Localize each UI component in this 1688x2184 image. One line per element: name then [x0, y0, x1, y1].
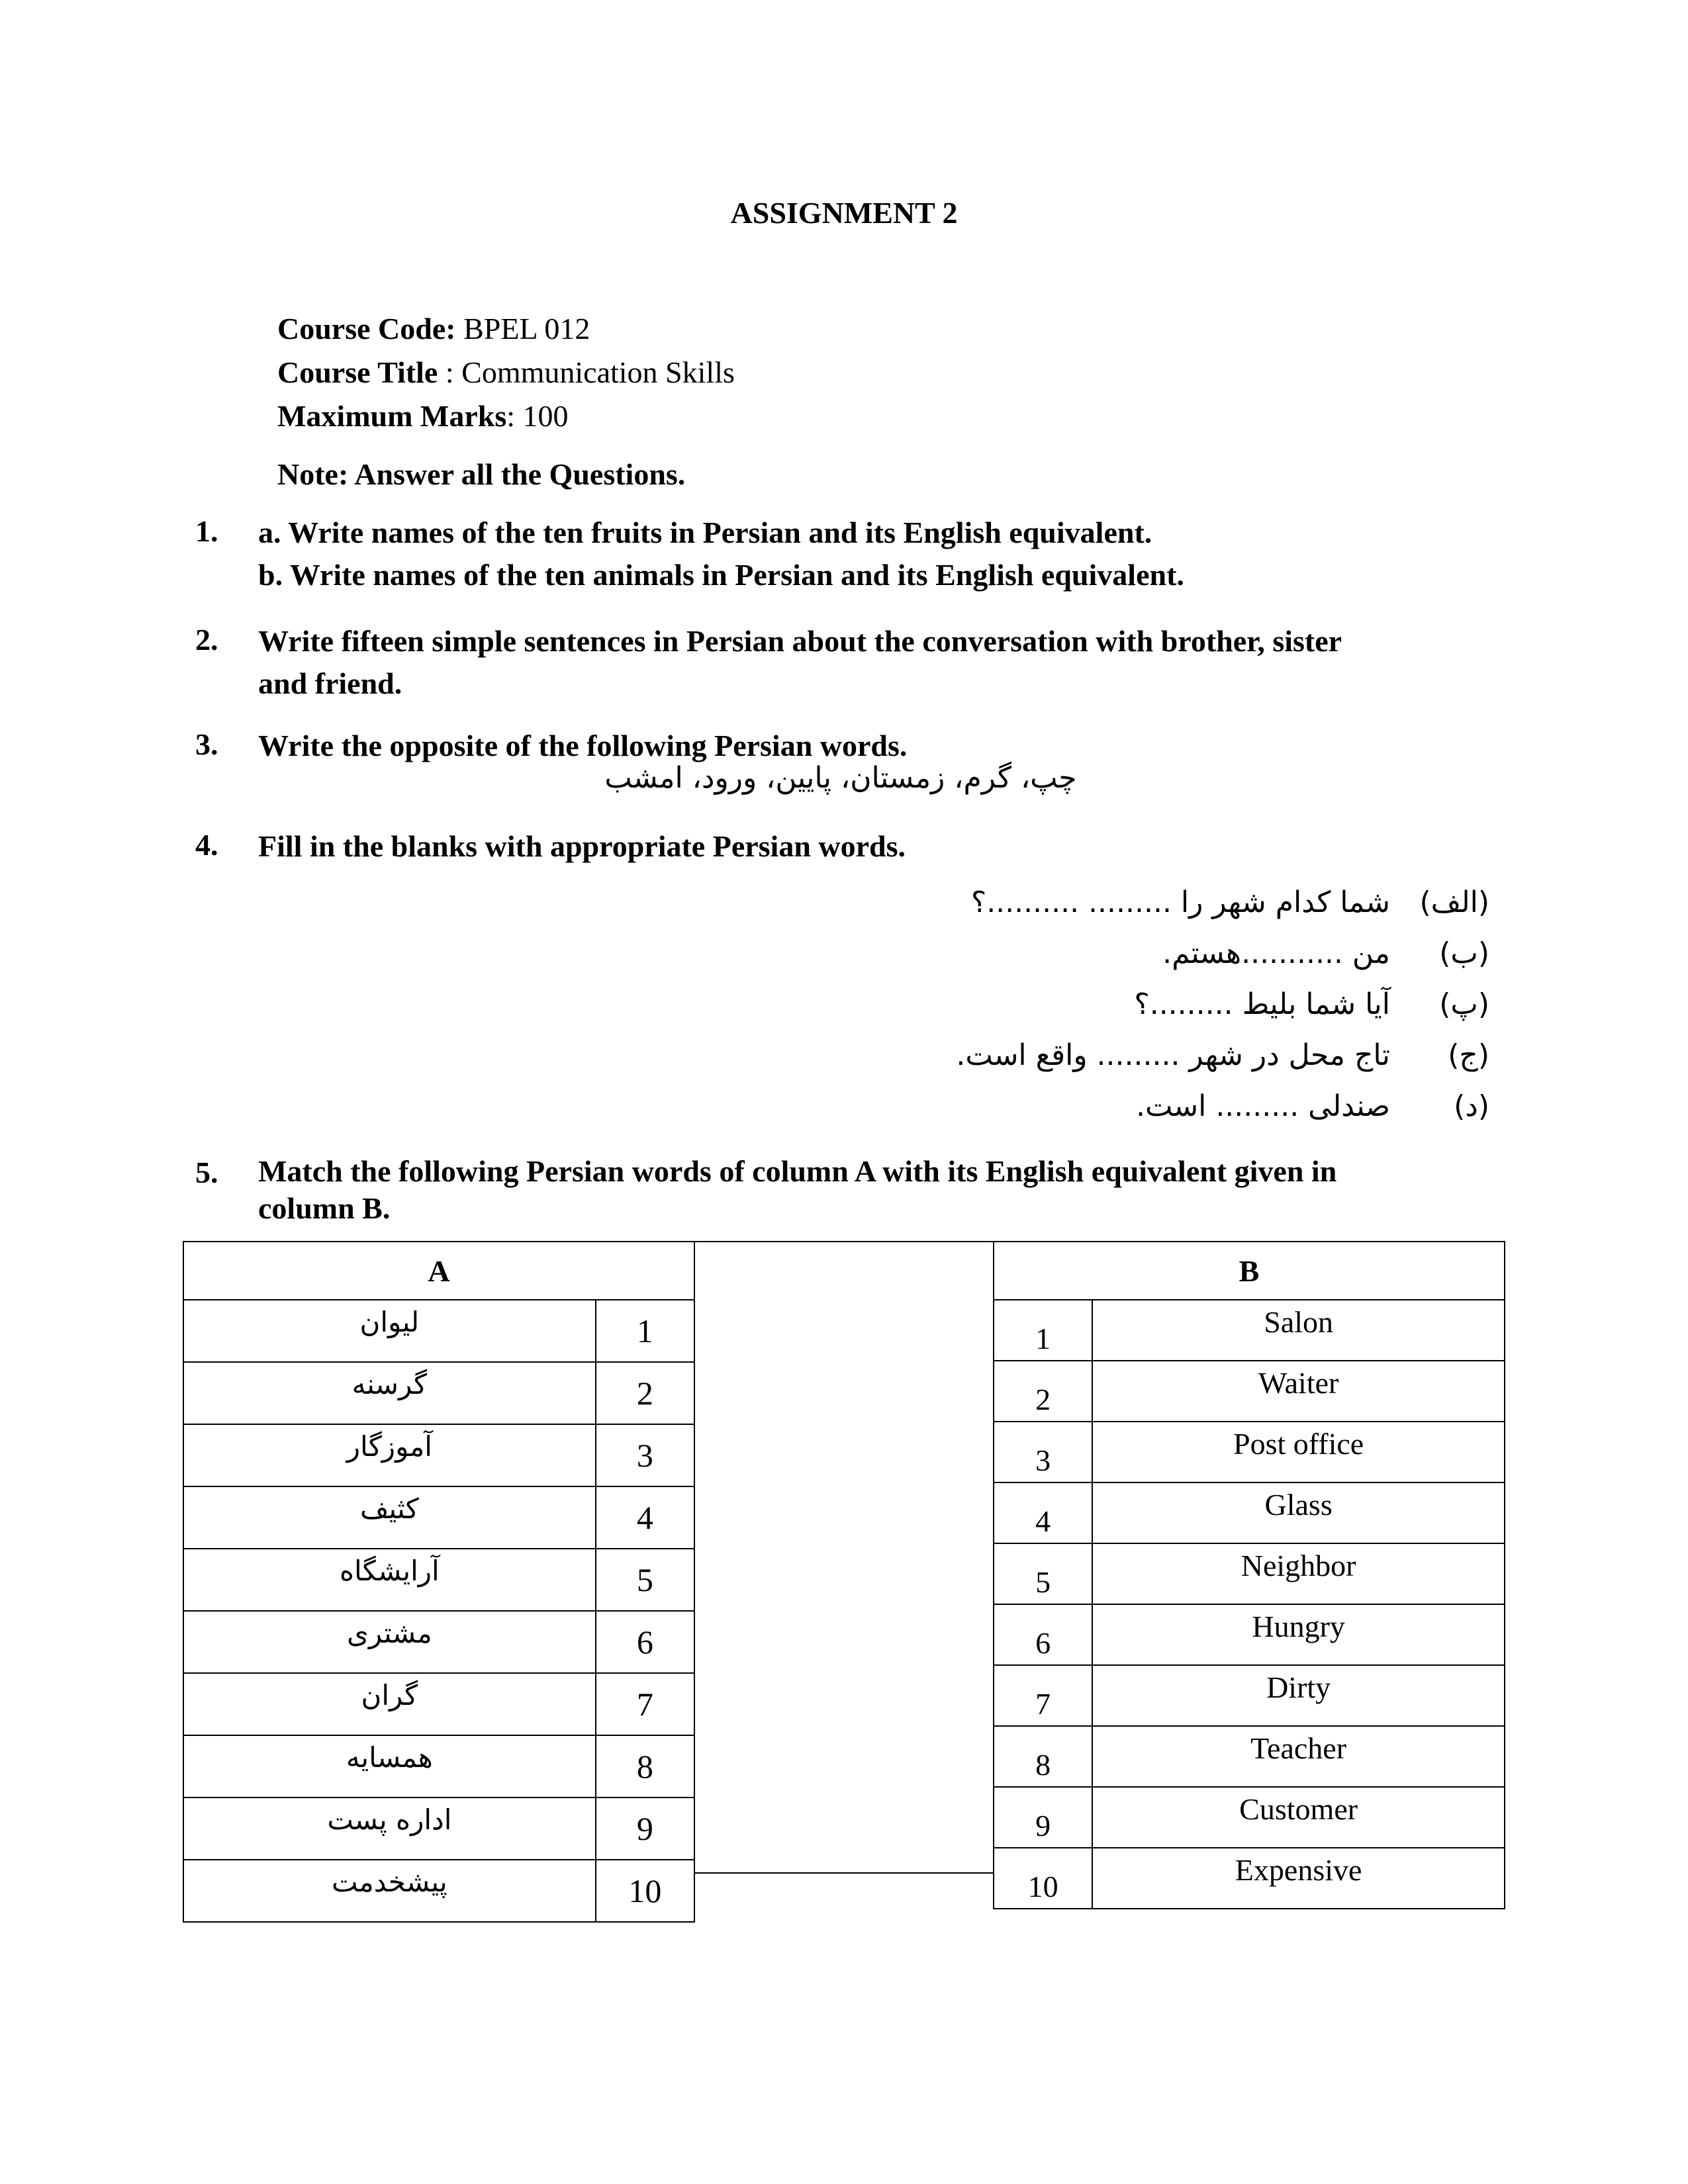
english-word: Teacher: [1092, 1726, 1505, 1787]
question-line: a. Write names of the ten fruits in Persian and its English equivalent.: [258, 516, 1152, 549]
english-word: Glass: [1092, 1482, 1505, 1543]
table-row: [994, 1665, 1505, 1726]
english-word: Waiter: [1092, 1361, 1505, 1422]
column-a-table: [183, 1241, 695, 1923]
row-number: 6: [596, 1611, 694, 1673]
fill-blank-item: [956, 1030, 1489, 1080]
persian-word: آموزگار: [183, 1424, 596, 1486]
row-number: 5: [596, 1549, 694, 1611]
persian-word: گرسنه: [183, 1362, 596, 1424]
persian-word: گران: [183, 1673, 596, 1735]
table-row: [183, 1424, 694, 1486]
row-number: 7: [994, 1665, 1092, 1726]
fill-blank-item: [1162, 928, 1489, 978]
table-row: [994, 1787, 1505, 1848]
table-row: [183, 1797, 694, 1860]
table-row: [183, 1860, 694, 1922]
fill-blank-text: شما کدام شهر را ......... ..........؟: [970, 885, 1390, 919]
row-number: 8: [994, 1726, 1092, 1787]
question-line: Match the following Persian words of column A with its English equivalent given in: [258, 1154, 1337, 1188]
table-row: [183, 1300, 694, 1362]
fill-blank-text: آیا شما بلیط .........؟: [1134, 987, 1390, 1021]
column-b-table: [993, 1241, 1505, 1909]
question-text: [258, 512, 1184, 596]
table-row: [183, 1362, 694, 1424]
persian-word: اداره پست: [183, 1797, 596, 1860]
row-number: 2: [994, 1361, 1092, 1422]
table-row: [994, 1848, 1505, 1909]
course-code: [277, 311, 590, 346]
column-b-header: B: [994, 1242, 1505, 1300]
row-number: 1: [994, 1300, 1092, 1361]
course-title-label: Course Title: [277, 355, 438, 389]
fill-blank-text: من ...........هستم.: [1162, 936, 1390, 970]
row-number: 3: [596, 1424, 694, 1486]
opposite-words: چپ، گرم، زمستان، پایین، ورود، امشب: [604, 761, 1077, 795]
question-number: 3.: [195, 727, 218, 761]
english-word: Post office: [1092, 1422, 1505, 1482]
fill-blank-label: (الف): [1419, 885, 1489, 919]
marks-label: Maximum Marks: [277, 399, 507, 433]
english-word: Hungry: [1092, 1604, 1505, 1665]
row-number: 3: [994, 1422, 1092, 1482]
row-number: 8: [596, 1735, 694, 1797]
row-number: 9: [994, 1787, 1092, 1848]
persian-word: مشتری: [183, 1611, 596, 1673]
table-row: [994, 1726, 1505, 1787]
english-word: Dirty: [1092, 1665, 1505, 1726]
column-a-header: A: [183, 1242, 694, 1300]
persian-word: آرایشگاه: [183, 1549, 596, 1611]
page-title: ASSIGNMENT 2: [730, 196, 958, 230]
question-line: b. Write names of the ten animals in Persian and its English equivalent.: [258, 558, 1184, 592]
question-line: and friend.: [258, 666, 402, 700]
fill-blank-label: (ج): [1448, 1038, 1489, 1072]
fill-blank-text: صندلی ......... است.: [1136, 1089, 1390, 1123]
table-row: [994, 1361, 1505, 1422]
table-row: [183, 1735, 694, 1797]
fill-blank-item: [1136, 1081, 1489, 1131]
table-row: [183, 1486, 694, 1549]
fill-blank-label: (ب): [1439, 936, 1489, 970]
row-number: 7: [596, 1673, 694, 1735]
row-number: 10: [596, 1860, 694, 1922]
table-row: [994, 1300, 1505, 1361]
table-row: [994, 1482, 1505, 1543]
fill-blank-label: (پ): [1439, 987, 1489, 1021]
persian-word: همسایه: [183, 1735, 596, 1797]
note: Note: Answer all the Questions.: [277, 457, 686, 491]
question-line: Write the opposite of the following Persian words.: [258, 729, 908, 762]
question-text: [258, 1153, 1336, 1227]
english-word: Neighbor: [1092, 1543, 1505, 1604]
table-row: [183, 1673, 694, 1735]
course-title: [277, 355, 735, 390]
table-row: [183, 1611, 694, 1673]
persian-word: لیوان: [183, 1300, 596, 1362]
fill-blank-item: [971, 877, 1489, 927]
table-row: [183, 1549, 694, 1611]
row-number: 4: [994, 1482, 1092, 1543]
english-word: Customer: [1092, 1787, 1505, 1848]
row-number: 4: [596, 1486, 694, 1549]
question-line: column B.: [258, 1191, 391, 1225]
row-number: 10: [994, 1848, 1092, 1909]
question-text: [258, 825, 906, 868]
row-number: 6: [994, 1604, 1092, 1665]
question-number: 2.: [195, 623, 218, 657]
question-number: 1.: [195, 514, 218, 548]
fill-blank-label: (د): [1454, 1089, 1489, 1123]
english-word: Salon: [1092, 1300, 1505, 1361]
persian-word: کثیف: [183, 1486, 596, 1549]
row-number: 9: [596, 1797, 694, 1860]
question-text: [258, 620, 1342, 705]
row-number: 2: [596, 1362, 694, 1424]
question-line: Fill in the blanks with appropriate Persian words.: [258, 829, 906, 863]
question-number: 5.: [195, 1156, 218, 1189]
marks-value: : 100: [506, 399, 569, 433]
question-number: 4.: [195, 828, 218, 862]
fill-blank-text: تاج محل در شهر ......... واقع است.: [956, 1038, 1390, 1072]
table-row: [994, 1543, 1505, 1604]
course-code-label: Course Code:: [277, 312, 456, 345]
english-word: Expensive: [1092, 1848, 1505, 1909]
course-code-value: BPEL 012: [455, 312, 590, 345]
row-number: 5: [994, 1543, 1092, 1604]
course-title-value: : Communication Skills: [438, 355, 735, 389]
persian-word: پیشخدمت: [183, 1860, 596, 1922]
table-spacer: [695, 1241, 993, 1874]
table-row: [994, 1604, 1505, 1665]
fill-blank-item: [1134, 979, 1489, 1029]
row-number: 1: [596, 1300, 694, 1362]
table-row: [994, 1422, 1505, 1482]
question-line: Write fifteen simple sentences in Persian about the conversation with brother, sister: [258, 624, 1342, 658]
maximum-marks: [277, 398, 569, 433]
